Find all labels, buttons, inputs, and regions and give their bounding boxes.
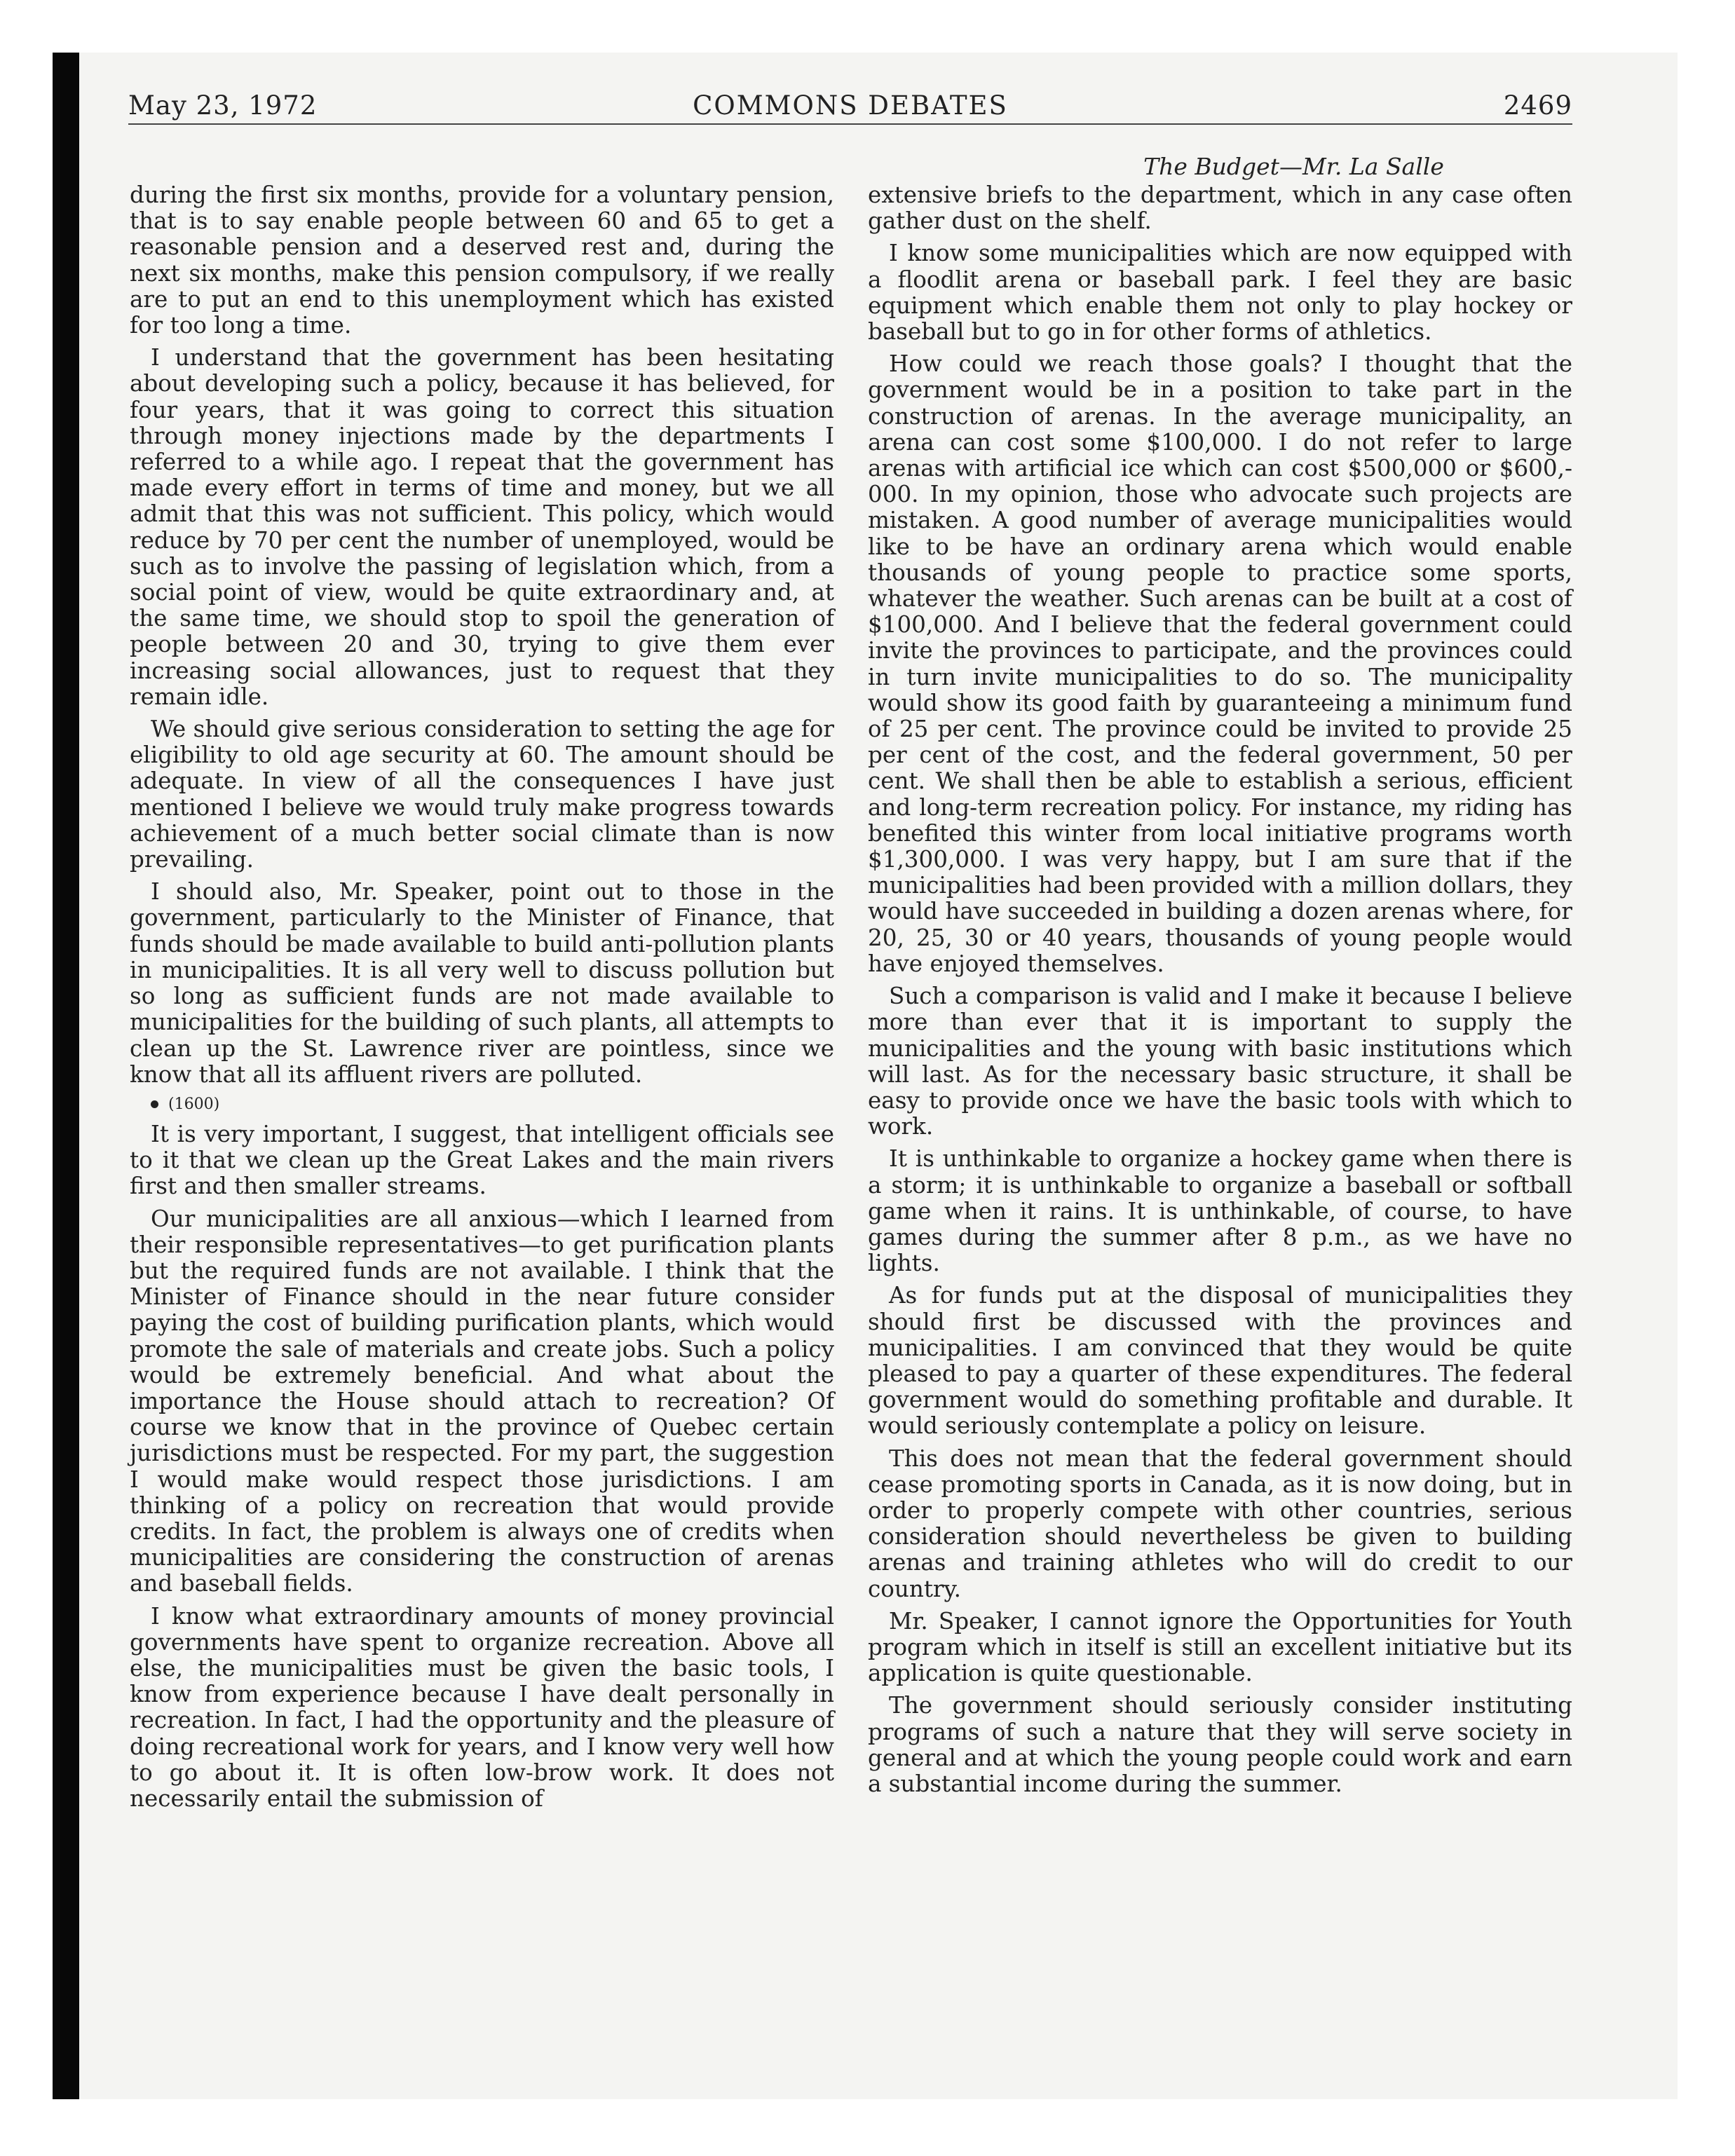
paragraph: during the first six months, provide for a voluntary pension, that is to say enable people between 60 and 65 to get a reasonable pension and a deserved rest and, during the next six months, make this pension compulsory, if we really are to put an end to this unemployment which has existed for too long a time. [130,182,834,339]
paragraph: It is unthinkable to organize a hockey game when there is a storm; it is unthinkable to organize a baseball or softball game when it rains. It is unthinkable, of course, to have games during the summer after 8 p.m., as we have no lights. [868,1145,1572,1277]
page-header [128,90,1572,125]
paragraph: This does not mean that the federal government should cease promoting sports in Canada, as it is now doing, but in order to properly compete with other countries, serious consideration should nevertheless be given to building arenas and training athletes who will do credit to our country. [868,1445,1572,1602]
bullet-icon [151,1100,158,1108]
paragraph: I know what extraordinary amounts of money provincial governments have spent to organize recreation. Above all else, the municipalities must be given the basic tools, I know from experience because I have dealt personally in recreation. In fact, I had the opportunity and the pleasure of doing recreational work for years, and I know very well how to go about it. It is often low-brow work. It does not necessarily entail the submission of [130,1602,834,1812]
running-head: The Budget—Mr. La Salle [1143,153,1444,180]
paragraph: We should give serious consideration to setting the age for eligibility to old age security at 60. The amount should be adequate. In view of all the consequences I have just mentioned I believe we would truly make progress towards achievement of a much better social climate than is now prevailing. [130,716,834,873]
paragraph: It is very important, I suggest, that intelligent officials see to it that we clean up the Great Lakes and the main rivers first and then smaller streams. [130,1120,834,1200]
binding-edge [53,53,79,2099]
paragraph: I understand that the government has been hesitating about developing such a policy, because it has believed, for four years, that it was going to correct this situation through money injections made by the departments I referred to a while ago. I repeat that the government has made every effort in terms of time and money, but we all admit that this was not sufficient. This policy, which would reduce by 70 per cent the number of unemployed, would be such as to involve the passing of legislation which, from a social point of view, would be quite extraordinary and, at the same time, we should stop to spoil the generation of people between 20 and 30, trying to give them ever increasing social allowances, just to request that they remain idle. [130,344,834,710]
paragraph: I know some municipalities which are now equipped with a floodlit arena or baseball park. I feel they are basic equipment which enable them not only to play hockey or baseball but to go in for other forms of athletics. [868,240,1572,346]
left-column [130,182,834,1818]
paragraph: extensive briefs to the department, which in any case often gather dust on the shelf. [868,182,1572,235]
paragraph: Such a comparison is valid and I make it because I believe more than ever that it is important to supply the municipalities and the young with basic institutions which will last. As for the necessary basic structure, it shall be easy to provide once we have the basic tools with which to work. [868,983,1572,1140]
time-marker [130,1094,834,1115]
paragraph: As for funds put at the disposal of municipalities they should first be discussed with the provinces and municipalities. I am convinced that they would be quite pleased to pay a quarter of these expenditures. The federal government would do something profitable and durable. It would seriously contemplate a policy on leisure. [868,1282,1572,1440]
paragraph: I should also, Mr. Speaker, point out to those in the government, particularly to the Minister of Finance, that funds should be made available to build anti-pollution plants in municipalities. It is all very well to discuss pollution but so long as sufficient funds are not made available to municipalities for the building of such plants, all attempts to clean up the St. Lawrence river are pointless, since we know that all its affluent rivers are polluted. [130,878,834,1088]
right-column [868,153,1572,1803]
paragraph: Our municipalities are all anxious—which I learned from their responsible representatives—to get purification plants but the required funds are not available. I think that the Minister of Finance should in the near future consider paying the cost of building purification plants, which would promote the sale of materials and create jobs. Such a policy would be extremely beneficial. And what about the importance the House should attach to recreation? Of course we know that in the province of Quebec certain jurisdictions must be respected. For my part, the suggestion I would make would respect those jurisdictions. I am thinking of a policy on recreation that would provide credits. In fact, the problem is always one of credits when municipalities are considering the construction of arenas and baseball fields. [130,1205,834,1597]
paragraph: The government should seriously consider instituting programs of such a nature that they will serve society in general and at which the young people could work and earn a substantial income during the summer. [868,1692,1572,1797]
paragraph: How could we reach those goals? I thought that the government would be in a position to take part in the construction of arenas. In the average municipality, an arena can cost some $100,000. I do not refer to large arenas with artificial ice which can cost $500,000 or $600,000. In my opinion, those who advocate such projects are mistaken. A good number of average municipalities would like to be have an ordinary arena which would enable thousands of young people to practice some sports, whatever the weather. Such arenas can be built at a cost of $100,000. And I believe that the federal government could invite the provinces to participate, and the provinces could in turn invite municipalities to do so. The municipality would show its good faith by guaranteeing a minimum fund of 25 per cent. The province could be invited to provide 25 per cent of the cost, and the federal government, 50 per cent. We shall then be able to establish a serious, efficient and long-term recreation policy. For instance, my riding has benefited this winter from local initiative programs worth $1,300,000. I was very happy, but I am sure that if the municipalities had been provided with a million dollars, they would have succeeded in building a dozen arenas where, for 20, 25, 30 or 40 years, thousands of young people would have enjoyed themselves. [868,350,1572,977]
header-publication: COMMONS DEBATES [693,90,1008,121]
header-page-number: 2469 [1503,90,1572,121]
header-date: May 23, 1972 [128,90,318,121]
paragraph: Mr. Speaker, I cannot ignore the Opportunities for Youth program which in itself is still an excellent initiative but its application is quite questionable. [868,1607,1572,1687]
time-marker-text: (1600) [168,1095,220,1113]
